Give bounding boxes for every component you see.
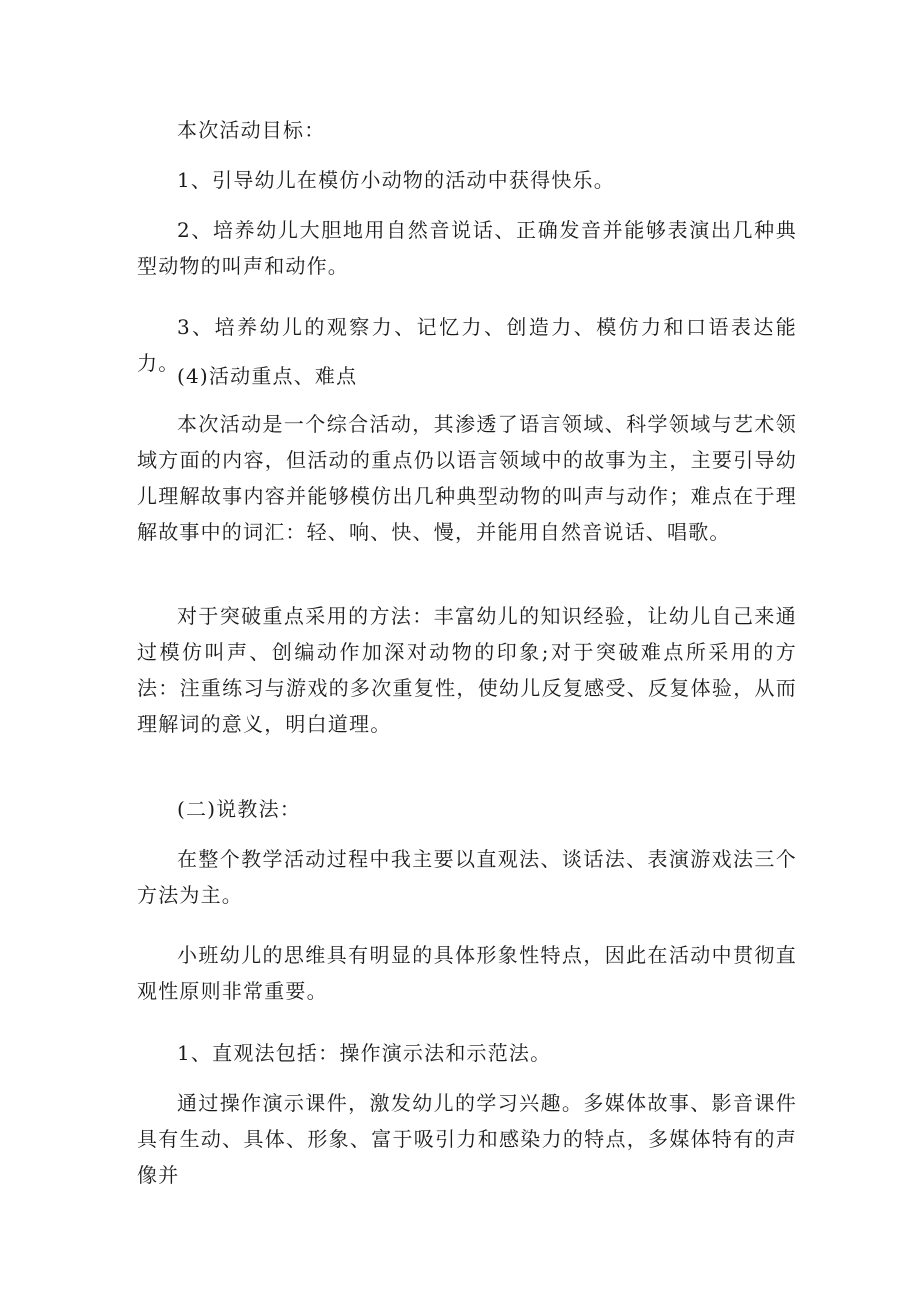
paragraph-intuitive-principle: 小班幼儿的思维具有明显的具体形象性特点，因此在活动中贯彻直观性原则非常重要。: [137, 943, 797, 1003]
paragraph-goals-heading: 本次活动目标：: [177, 118, 326, 142]
paragraph-goal-2: 2、培养幼儿大胆地用自然音说话、正确发音并能够表演出几种典型动物的叫声和动作。: [137, 218, 797, 278]
paragraph-key-points-body: 本次活动是一个综合活动，其渗透了语言领域、科学领域与艺术领域方面的内容，但活动的重点仍以语言领域中的故事为主，主要引导幼儿理解故事内容并能够模仿出几种典型动物的叫声与动作；难点在于理解故事中的词汇：轻、响、快、慢，并能用自然音说话、唱歌。: [137, 412, 797, 544]
paragraph-goal-1: 1、引导幼儿在模仿小动物的活动中获得快乐。: [177, 168, 615, 192]
paragraph-intuitive-method: 1、直观法包括：操作演示法和示范法。: [177, 1041, 552, 1065]
paragraph-teaching-methods-heading: (二)说教法：: [177, 797, 302, 821]
paragraph-multimedia: 通过操作演示课件，激发幼儿的学习兴趣。多媒体故事、影音课件具有生动、具体、形象、富于吸引力和感染力的特点，多媒体特有的声像并: [137, 1091, 797, 1187]
paragraph-goal-3: 3、培养幼儿的观察力、记忆力、创造力、模仿力和口语表达能力。: [137, 315, 797, 375]
paragraph-methods-body: 对于突破重点采用的方法：丰富幼儿的知识经验，让幼儿自己来通过模仿叫声、创编动作加深对动物的印象;对于突破难点所采用的方法：注重练习与游戏的多次重复性，使幼儿反复感受、反复体验，从而理解词的意义，明白道理。: [137, 604, 797, 736]
paragraph-teaching-methods-intro: 在整个教学活动过程中我主要以直观法、谈话法、表演游戏法三个方法为主。: [137, 847, 797, 907]
paragraph-key-points-heading: (4)活动重点、难点: [177, 364, 358, 388]
